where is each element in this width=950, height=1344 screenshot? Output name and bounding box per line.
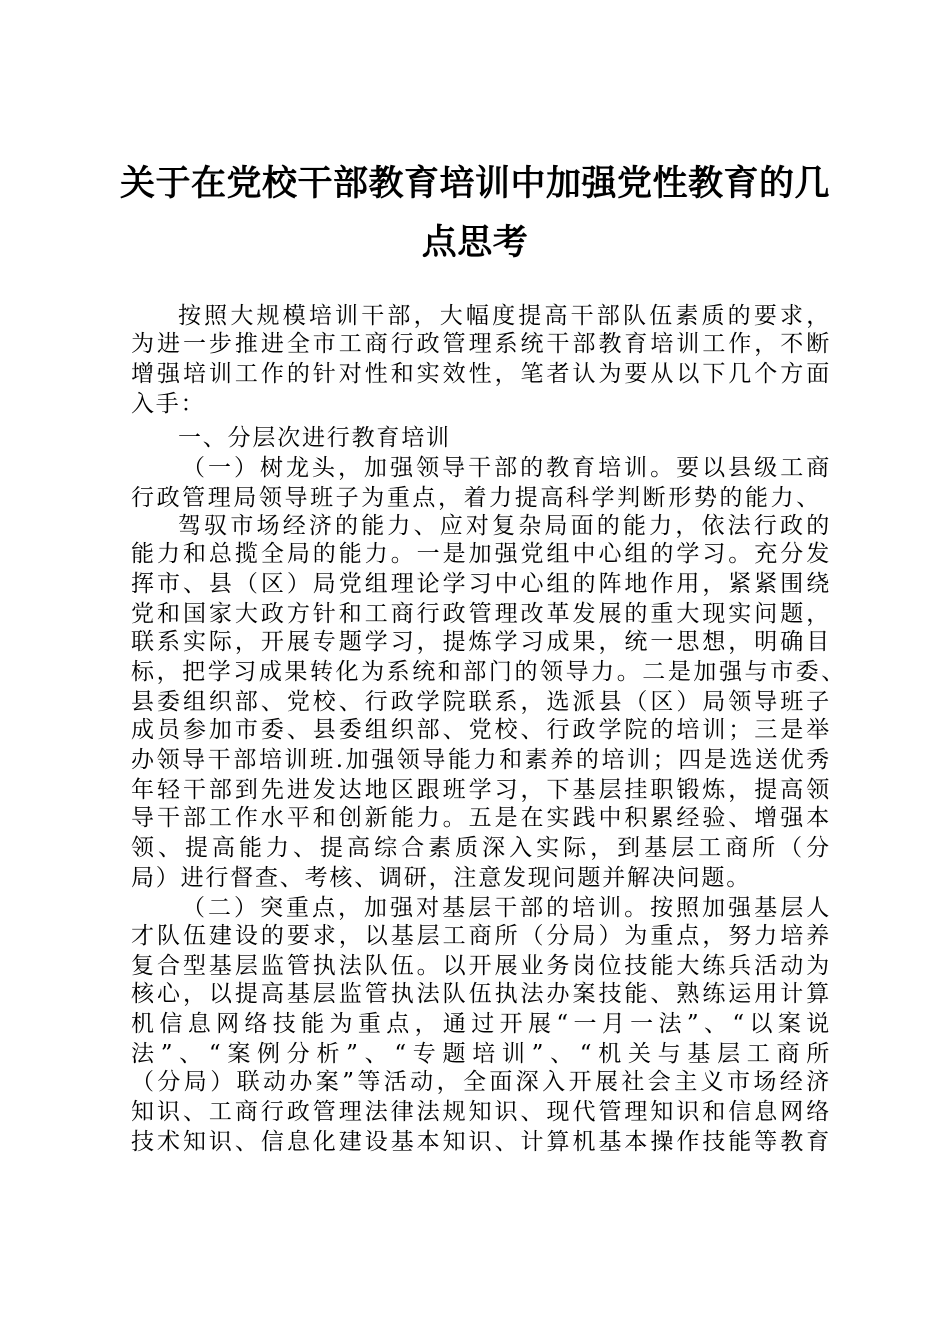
body-line: 领、提高能力、提高综合素质深入实际，到基层工商所（分 (131, 835, 831, 861)
body-line: （一）树龙头，加强领导干部的教育培训。要以县级工商 (182, 455, 831, 481)
body-line: 成员参加市委、县委组织部、党校、行政学院的培训；三是举 (131, 717, 831, 743)
body-line: 知识、工商行政管理法律法规知识、现代管理知识和信息网络 (131, 1099, 831, 1125)
body-line: 才队伍建设的要求，以基层工商所（分局）为重点，努力培养 (131, 923, 831, 949)
body-line: 联系实际，开展专题学习，提炼学习成果，统一思想，明确目 (131, 629, 831, 655)
body-line: 机信息网络技能为重点，通过开展“一月一法”、“以案说 (131, 1011, 831, 1037)
body-line: 行政管理局领导班子为重点，着力提高科学判断形势的能力、 (131, 485, 821, 511)
body-line: 能力和总揽全局的能力。一是加强党组中心组的学习。充分发 (131, 541, 831, 567)
body-line: 核心，以提高基层监管执法队伍执法办案技能、熟练运用计算 (131, 981, 831, 1007)
section-heading: 一、分层次进行教育培训 (178, 425, 451, 451)
body-line: 党和国家大政方针和工商行政管理改革发展的重大现实问题， (131, 601, 831, 627)
document-title-line-1: 关于在党校干部教育培训中加强党性教育的几 (119, 164, 830, 204)
body-line: 增强培训工作的针对性和实效性，笔者认为要从以下几个方面 (131, 361, 831, 387)
body-line: （分局）联动办案”等活动，全面深入开展社会主义市场经济 (131, 1069, 831, 1095)
body-line: 驾驭市场经济的能力、应对复杂局面的能力，依法行政的 (178, 513, 831, 539)
body-line: 办领导干部培训班.加强领导能力和素养的培训；四是选送优秀 (131, 747, 831, 773)
body-line: 入手： (131, 391, 206, 417)
body-line: 技术知识、信息化建设基本知识、计算机基本操作技能等教育 (131, 1129, 831, 1155)
body-line: 为进一步推进全市工商行政管理系统干部教育培训工作，不断 (131, 331, 831, 357)
body-line: 法”、“案例分析”、“专题培训”、“机关与基层工商所 (131, 1041, 831, 1067)
body-line: 县委组织部、党校、行政学院联系，选派县（区）局领导班子 (131, 689, 831, 715)
body-line: 导干部工作水平和创新能力。五是在实践中积累经验、增强本 (131, 805, 831, 831)
document-title-line-2: 点思考 (421, 223, 529, 263)
body-line: 按照大规模培训干部，大幅度提高干部队伍素质的要求， (178, 303, 831, 329)
body-line: 年轻干部到先进发达地区跟班学习，下基层挂职锻炼，提高领 (131, 777, 831, 803)
body-line: （二）突重点，加强对基层干部的培训。按照加强基层人 (182, 895, 831, 921)
body-line: 挥市、县（区）局党组理论学习中心组的阵地作用，紧紧围绕 (131, 571, 831, 597)
body-line: 复合型基层监管执法队伍。以开展业务岗位技能大练兵活动为 (131, 953, 831, 979)
body-line: 局）进行督查、考核、调研，注意发现问题并解决问题。 (131, 865, 751, 891)
body-line: 标，把学习成果转化为系统和部门的领导力。二是加强与市委、 (131, 659, 846, 685)
